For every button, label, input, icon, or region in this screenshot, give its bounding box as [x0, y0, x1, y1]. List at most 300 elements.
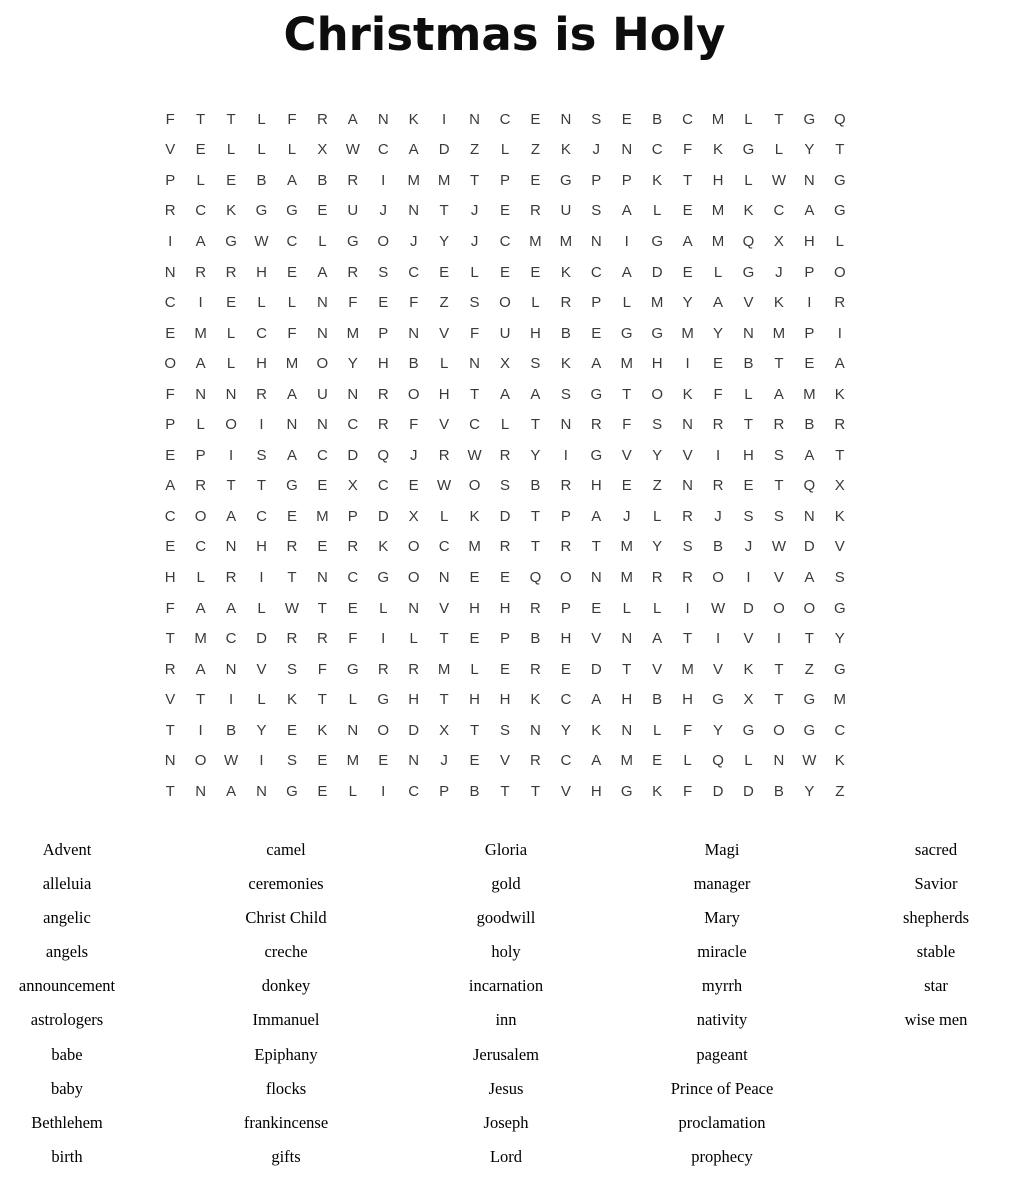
grid-letter: L	[196, 171, 205, 189]
grid-letter: L	[226, 141, 236, 159]
grid-letter: H	[682, 691, 694, 709]
grid-letter: O	[651, 385, 663, 403]
grid-letter: A	[621, 263, 632, 281]
grid-letter: S	[378, 263, 389, 281]
grid-letter: O	[194, 507, 207, 525]
grid-letter: L	[622, 599, 631, 617]
grid-letter: K	[713, 141, 724, 159]
grid-letter: R	[560, 477, 572, 495]
grid-row	[155, 562, 855, 593]
grid-letter: T	[165, 721, 175, 739]
grid-letter: C	[590, 263, 602, 281]
grid-letter: W	[284, 599, 300, 617]
grid-letter: R	[530, 599, 541, 617]
grid-letter: N	[469, 110, 480, 128]
grid-letter: H	[256, 355, 267, 373]
word-item: prophecy	[691, 1146, 753, 1166]
grid-letter: N	[286, 416, 298, 434]
word-item: gold	[491, 874, 521, 894]
grid-letter: T	[622, 660, 632, 678]
grid-letter: J	[622, 507, 631, 525]
grid-letter: E	[743, 477, 754, 495]
grid-letter: H	[590, 477, 602, 495]
grid-letter: Z	[469, 141, 480, 159]
grid-letter: G	[803, 110, 816, 128]
grid-letter: S	[286, 660, 297, 678]
grid-letter: N	[164, 752, 176, 770]
grid-letter: Z	[530, 141, 540, 159]
grid-letter: B	[469, 782, 480, 800]
grid-letter: C	[316, 446, 328, 464]
grid-letter: D	[438, 141, 450, 159]
grid-letter: Y	[682, 294, 693, 312]
grid-letter: X	[499, 355, 510, 373]
grid-letter: E	[317, 202, 328, 220]
grid-letter: J	[714, 507, 722, 525]
grid-letter: E	[226, 171, 237, 189]
word-item: incarnation	[468, 976, 544, 996]
word-item: astrologers	[30, 1010, 104, 1030]
grid-letter: M	[346, 752, 360, 770]
word-item: flocks	[265, 1078, 307, 1098]
grid-letter: G	[286, 477, 298, 495]
grid-letter: S	[743, 507, 754, 525]
grid-letter: E	[499, 660, 510, 678]
word-item: Advent	[42, 840, 92, 859]
grid-letter: E	[469, 630, 480, 648]
grid-letter: C	[195, 538, 207, 556]
grid-letter: X	[317, 141, 328, 159]
grid-letter: I	[746, 568, 751, 586]
grid-letter: L	[226, 355, 236, 373]
grid-letter: K	[773, 294, 784, 312]
grid-letter: T	[804, 630, 814, 648]
word-item: Bethlehem	[31, 1112, 103, 1132]
grid-letter: E	[499, 568, 510, 586]
grid-letter: N	[530, 721, 541, 739]
grid-letter: D	[377, 507, 389, 525]
grid-letter: E	[317, 538, 328, 556]
grid-letter: T	[256, 477, 267, 495]
grid-letter: F	[287, 110, 297, 128]
grid-letter: O	[833, 263, 846, 281]
grid-letter: R	[286, 630, 298, 648]
word-item: Christ Child	[245, 908, 327, 928]
grid-letter: N	[316, 568, 328, 586]
grid-letter: B	[408, 355, 419, 373]
grid-letter: N	[316, 416, 328, 434]
grid-letter: M	[407, 171, 420, 189]
grid-letter: V	[439, 599, 450, 617]
grid-letter: E	[347, 599, 358, 617]
grid-letter: A	[226, 782, 237, 800]
grid-letter: P	[165, 171, 176, 189]
grid-letter: G	[651, 324, 663, 342]
grid-letter: K	[286, 691, 297, 709]
grid-letter: K	[560, 263, 571, 281]
grid-letter: E	[621, 110, 632, 128]
grid-letter: T	[469, 385, 480, 403]
grid-letter: E	[317, 782, 328, 800]
grid-letter: E	[560, 660, 571, 678]
word-item: gifts	[271, 1146, 301, 1166]
grid-letter: B	[256, 171, 267, 189]
word-item: baby	[50, 1078, 84, 1098]
grid-letter: C	[377, 141, 389, 159]
grid-letter: E	[682, 202, 693, 220]
grid-letter: R	[377, 385, 389, 403]
grid-letter: T	[439, 202, 449, 220]
word-item: donkey	[261, 976, 311, 996]
grid-letter: T	[469, 171, 480, 189]
grid-letter: P	[439, 782, 450, 800]
grid-letter: W	[467, 446, 482, 464]
grid-letter: M	[650, 294, 664, 312]
grid-letter: R	[195, 263, 207, 281]
word-item: myrrh	[701, 976, 743, 996]
grid-letter: L	[713, 263, 723, 281]
grid-letter: H	[377, 355, 389, 373]
word-list-column	[469, 833, 543, 1174]
grid-letter: H	[408, 691, 420, 709]
grid-letter: O	[194, 752, 207, 770]
word-item: miracle	[697, 942, 747, 962]
grid-letter: B	[713, 538, 724, 556]
grid-letter: L	[348, 782, 357, 800]
grid-letter: K	[682, 385, 693, 403]
grid-letter: L	[439, 355, 449, 373]
grid-row	[155, 226, 855, 257]
grid-letter: I	[381, 630, 386, 648]
grid-letter: R	[834, 416, 846, 434]
grid-letter: L	[500, 141, 510, 159]
grid-letter: G	[286, 782, 298, 800]
grid-letter: D	[256, 630, 267, 648]
grid-letter: G	[590, 385, 603, 403]
grid-row	[155, 471, 855, 502]
grid-letter: P	[560, 507, 571, 525]
grid-letter: E	[378, 752, 389, 770]
grid-letter: L	[287, 141, 297, 159]
grid-letter: C	[408, 263, 420, 281]
grid-letter: N	[225, 660, 237, 678]
grid-letter: R	[682, 568, 694, 586]
grid-letter: M	[681, 660, 694, 678]
grid-letter: I	[228, 691, 234, 709]
grid-letter: E	[804, 355, 815, 373]
grid-letter: N	[195, 782, 207, 800]
grid-letter: K	[226, 202, 237, 220]
word-item: Savior	[914, 874, 958, 894]
grid-letter: N	[347, 721, 359, 739]
grid-letter: G	[651, 232, 663, 250]
grid-letter: X	[773, 232, 784, 250]
grid-letter: D	[743, 599, 754, 617]
grid-letter: E	[499, 202, 510, 220]
grid-row	[155, 501, 855, 532]
grid-letter: T	[500, 782, 510, 800]
grid-letter: H	[621, 691, 633, 709]
grid-letter: Y	[713, 324, 724, 342]
grid-letter: K	[560, 355, 571, 373]
grid-letter: C	[469, 416, 480, 434]
grid-letter: Q	[712, 752, 724, 770]
grid-letter: L	[257, 294, 266, 312]
grid-letter: O	[773, 721, 785, 739]
grid-letter: C	[164, 507, 176, 525]
grid-letter: R	[408, 660, 420, 678]
grid-letter: C	[834, 721, 846, 739]
grid-letter: N	[803, 171, 815, 189]
word-item: babe	[51, 1044, 83, 1064]
grid-letter: E	[195, 141, 206, 159]
grid-letter: Y	[439, 232, 450, 250]
grid-letter: O	[164, 355, 177, 373]
grid-letter: R	[164, 660, 176, 678]
grid-letter: M	[620, 568, 633, 586]
grid-letter: J	[379, 202, 387, 220]
grid-letter: M	[285, 355, 299, 373]
grid-row	[155, 196, 855, 227]
grid-letter: G	[255, 202, 268, 220]
puzzle-title: Christmas is Holy	[283, 8, 726, 61]
grid-letter: L	[379, 599, 388, 617]
grid-letter: I	[259, 752, 264, 770]
grid-letter: I	[685, 355, 690, 373]
grid-letter: C	[195, 202, 207, 220]
grid-letter: V	[591, 630, 602, 648]
word-item: star	[924, 976, 948, 996]
grid-letter: S	[499, 477, 510, 495]
grid-letter: X	[439, 721, 450, 739]
grid-letter: Y	[560, 721, 571, 739]
grid-letter: G	[712, 691, 724, 709]
grid-letter: N	[408, 599, 420, 617]
grid-letter: L	[257, 110, 266, 128]
grid-letter: A	[286, 385, 297, 403]
grid-letter: N	[621, 721, 633, 739]
grid-letter: A	[226, 507, 237, 525]
grid-letter: Q	[377, 446, 390, 464]
grid-letter: L	[348, 691, 357, 709]
grid-letter: G	[286, 202, 298, 220]
word-item: Magi	[704, 840, 740, 859]
grid-letter: L	[622, 294, 631, 312]
grid-letter: H	[256, 538, 267, 556]
grid-letter: C	[286, 232, 298, 250]
grid-letter: A	[652, 630, 663, 648]
grid-letter: T	[591, 538, 601, 556]
grid-letter: N	[469, 355, 480, 373]
grid-letter: V	[834, 538, 845, 556]
grid-letter: S	[256, 446, 267, 464]
grid-letter: G	[377, 691, 390, 709]
grid-letter: A	[195, 232, 206, 250]
grid-letter: N	[408, 752, 420, 770]
grid-letter: C	[773, 202, 785, 220]
grid-letter: I	[442, 110, 447, 128]
grid-letter: Q	[833, 110, 846, 128]
grid-letter: G	[346, 660, 359, 678]
grid-letter: A	[195, 355, 206, 373]
grid-letter: E	[469, 752, 480, 770]
grid-letter: A	[195, 660, 206, 678]
word-list	[0, 833, 1009, 1193]
grid-letter: V	[560, 782, 571, 800]
grid-letter: R	[590, 416, 602, 434]
grid-letter: H	[743, 446, 754, 464]
grid-letter: R	[438, 446, 450, 464]
grid-letter: R	[651, 568, 663, 586]
grid-letter: M	[346, 324, 360, 342]
grid-letter: G	[620, 782, 633, 800]
grid-letter: Z	[652, 477, 662, 495]
grid-letter: O	[225, 416, 237, 434]
grid-letter: M	[772, 324, 786, 342]
grid-letter: D	[712, 782, 724, 800]
grid-letter: C	[377, 477, 389, 495]
grid-letter: E	[286, 507, 297, 525]
grid-letter: R	[773, 416, 785, 434]
grid-letter: A	[834, 355, 845, 373]
grid-letter: G	[742, 721, 755, 739]
grid-letter: T	[165, 630, 175, 648]
grid-letter: E	[439, 263, 450, 281]
word-list-column	[244, 833, 328, 1174]
grid-letter: A	[804, 568, 815, 586]
grid-letter: V	[439, 324, 450, 342]
grid-letter: L	[653, 202, 662, 220]
grid-letter: M	[468, 538, 481, 556]
grid-letter: Q	[742, 232, 755, 250]
grid-letter: H	[438, 385, 450, 403]
grid-letter: A	[530, 385, 541, 403]
grid-letter: L	[257, 141, 266, 159]
grid-letter: C	[499, 110, 511, 128]
grid-letter: J	[775, 263, 783, 281]
grid-letter: T	[439, 630, 449, 648]
grid-letter: P	[804, 263, 815, 281]
word-item: pageant	[696, 1044, 748, 1064]
grid-letter: P	[499, 171, 510, 189]
grid-row	[155, 776, 855, 807]
grid-letter: O	[560, 568, 572, 586]
grid-letter: Y	[530, 446, 541, 464]
grid-letter: E	[530, 263, 541, 281]
word-item: frankincense	[243, 1112, 329, 1132]
grid-letter: V	[682, 446, 693, 464]
grid-letter: T	[317, 599, 327, 617]
grid-letter: C	[651, 141, 663, 159]
grid-letter: T	[622, 385, 632, 403]
grid-letter: L	[653, 721, 662, 739]
grid-letter: L	[196, 568, 205, 586]
grid-letter: Z	[804, 660, 814, 678]
grid-letter: J	[440, 752, 448, 770]
grid-letter: L	[744, 171, 753, 189]
grid-letter: A	[682, 232, 693, 250]
grid-letter: I	[381, 782, 386, 800]
grid-letter: M	[833, 691, 847, 709]
grid-letter: E	[286, 263, 297, 281]
grid-letter: C	[560, 752, 572, 770]
grid-letter: C	[347, 568, 359, 586]
grid-letter: F	[683, 782, 693, 800]
grid-letter: A	[713, 294, 724, 312]
grid-row	[155, 623, 855, 654]
word-item: Joseph	[483, 1112, 529, 1132]
grid-row	[155, 715, 855, 746]
grid-letter: E	[682, 263, 693, 281]
grid-letter: T	[774, 110, 784, 128]
grid-row	[155, 409, 855, 440]
grid-letter: S	[773, 507, 784, 525]
grid-letter: J	[409, 446, 418, 464]
grid-letter: A	[591, 752, 602, 770]
grid-letter: L	[744, 110, 753, 128]
grid-letter: E	[165, 538, 176, 556]
grid-letter: P	[195, 446, 206, 464]
grid-letter: C	[560, 691, 572, 709]
grid-letter: C	[164, 294, 176, 312]
grid-letter: M	[711, 202, 725, 220]
grid-letter: Q	[529, 568, 542, 586]
grid-letter: Y	[834, 630, 845, 648]
grid-letter: G	[833, 660, 846, 678]
word-item: Prince of Peace	[670, 1078, 774, 1098]
grid-row	[155, 257, 855, 288]
grid-letter: K	[530, 691, 541, 709]
grid-letter: R	[712, 477, 724, 495]
word-list-column	[19, 833, 115, 1174]
grid-letter: R	[377, 660, 389, 678]
grid-letter: M	[437, 660, 451, 678]
grid-letter: P	[591, 171, 602, 189]
grid-letter: L	[774, 141, 784, 159]
grid-letter: E	[499, 263, 510, 281]
grid-letter: S	[682, 538, 693, 556]
grid-row	[155, 104, 855, 135]
grid-letter: O	[407, 568, 420, 586]
grid-letter: C	[408, 782, 420, 800]
grid-letter: K	[560, 141, 571, 159]
grid-letter: Y	[652, 446, 663, 464]
grid-row	[155, 684, 855, 715]
grid-letter: W	[254, 232, 269, 250]
grid-letter: R	[347, 171, 359, 189]
grid-letter: N	[590, 568, 602, 586]
grid-letter: H	[712, 171, 724, 189]
grid-letter: C	[256, 324, 267, 342]
grid-letter: G	[590, 446, 603, 464]
grid-letter: S	[286, 752, 297, 770]
word-item: wise men	[904, 1010, 968, 1030]
grid-letter: G	[225, 232, 237, 250]
grid-letter: B	[652, 110, 663, 128]
grid-letter: K	[743, 660, 754, 678]
grid-letter: P	[621, 171, 632, 189]
grid-letter: I	[715, 630, 721, 648]
grid-letter: L	[470, 660, 479, 678]
grid-letter: A	[804, 202, 815, 220]
grid-letter: O	[407, 385, 420, 403]
grid-letter: V	[713, 660, 724, 678]
grid-letter: N	[408, 324, 420, 342]
grid-letter: T	[774, 477, 784, 495]
grid-letter: W	[771, 171, 786, 189]
grid-letter: V	[499, 752, 510, 770]
grid-letter: K	[834, 752, 845, 770]
